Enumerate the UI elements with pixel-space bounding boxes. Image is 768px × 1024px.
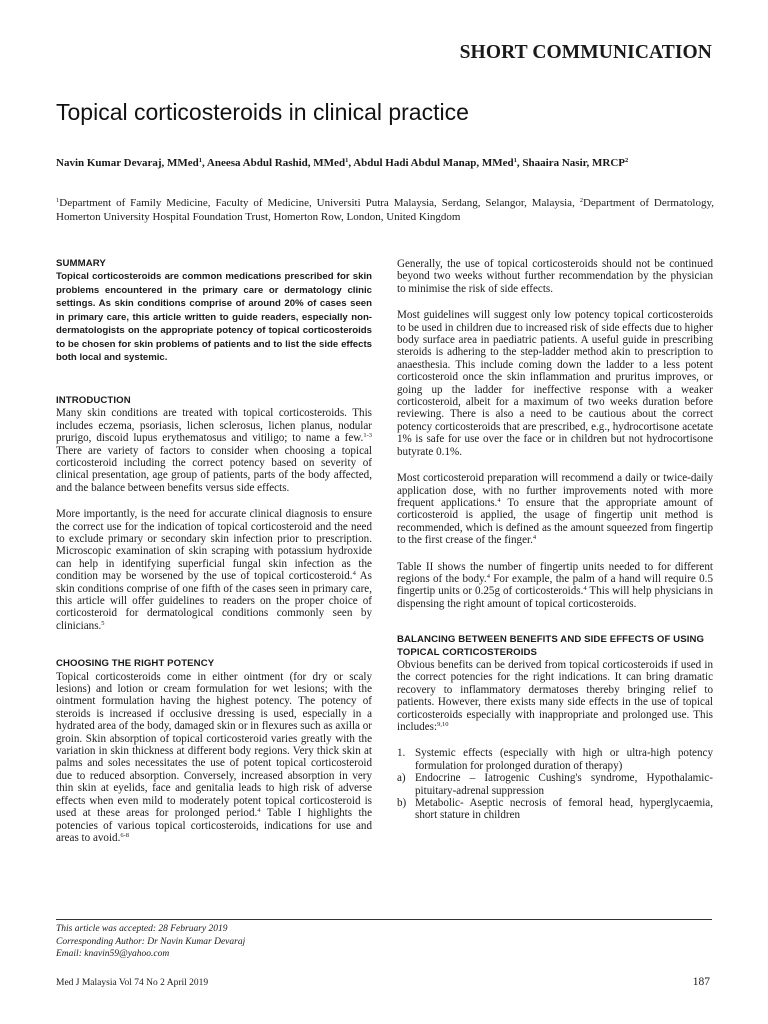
body-text: Most corticosteroid preparation will recommend a daily or twice-daily application dose, with no further improvements noted with more frequent applications. <box>397 472 713 509</box>
affiliation-marker: 1 <box>198 157 203 164</box>
body-text: Topical corticosteroids come in either ointment (for dry or scaly lesions) and lotion or cream formulation for wet lesions; with the ointment formulation having the highest potency. The potency of steroids is increased if occlusive dressing is used, especially in a hydrated area of the body, damaged skin or in flexures such as axilla or groin. Skin absorption of topical corticosteroid varies greatly with the variation in skin thickness at different body regions. Very thick skin at palms and soles necessitates the use of potent topical corticosteroid due to reduced absorption. Conversely, increased absorption in very thin skin at eyelids, face and genitalia leads to high risk of adverse effects when even mild to moderately potent topical corticosteroid is used at these areas for prolonged period. <box>56 670 372 820</box>
body-text: More importantly, is the need for accurate clinical diagnosis to ensure the correct use for the indication of topical corticosteroid and the need to exclude primary or secondary skin infection prior to prescription. Microscopic examination of skin scraping with potassium hydroxide can help in identifying superficial fungal skin infection as the condition may be worsened by the use of topical corticosteroid. <box>56 508 372 583</box>
author-email: Email: knavin59@yahoo.com <box>56 949 170 959</box>
list-marker: b) <box>397 797 407 810</box>
body-text: There are variety of factors to consider when choosing a topical corticosteroid including the correct potency based on severity of clinical presentation, age group of patients, parts of the body affected, and the balance between benefits versus side effects. <box>56 444 372 494</box>
balancing-paragraph <box>397 659 713 733</box>
body-paragraph: Most guidelines will suggest only low potency topical corticosteroids to be used in children due to increased risk of side effects due to higher body surface area in paediatric patients. A useful guide in prescribing steroids is adhering to the step-ladder method akin to prescription to anaesthesia. This include coming down the ladder to a less potent corticosteroid once the skin inflammation and pruritus improves, or going up the ladder for ineffective response with a weaker corticosteroid, albeit for a maximum of two weeks duration before reviewing. There is also a need to be cautious about the correct potency corticosteroids that are prescribed, e.g., hydrocortisone acetate 1% is safe for use over the face or in children but not hydrocortisone butyrate 0.1%. <box>397 309 713 458</box>
author-name: Navin Kumar Devaraj, MMed <box>56 157 199 169</box>
reference-marker: 4 <box>583 585 587 593</box>
body-text: Many skin conditions are treated with topical corticosteroids. This includes eczema, psoriasis, lichen sclerosus, lichen planus, nodular prurigo, discoid lupus erythematosus and vitiligo; to name a few. <box>56 407 372 445</box>
footnotes <box>56 923 245 961</box>
introduction-paragraph <box>56 407 372 494</box>
affiliation-marker: 1 <box>345 157 349 164</box>
list-item <box>397 772 713 797</box>
list-item <box>397 747 713 772</box>
reference-marker: 4 <box>257 807 261 815</box>
balancing-heading: BALANCING BETWEEN BENEFITS AND SIDE EFFECTS OF USING TOPICAL CORTICOSTEROIDS <box>397 634 705 658</box>
affiliation-text: Department of Dermatology, Homerton University Hospital Foundation Trust, Homerton Row, London, United Kingdom <box>56 197 714 223</box>
reference-marker: 4 <box>532 534 537 542</box>
introduction-heading: INTRODUCTION <box>56 394 131 406</box>
corresponding-author: Corresponding Author: Dr Navin Kumar Devaraj <box>56 936 246 947</box>
left-column <box>56 258 372 844</box>
summary-heading: SUMMARY <box>56 258 106 269</box>
introduction-paragraph <box>56 508 372 632</box>
reference-marker: 4 <box>486 572 490 580</box>
potency-heading: CHOOSING THE RIGHT POTENCY <box>56 658 215 670</box>
list-marker: 1. <box>397 747 406 760</box>
summary-text: Topical corticosteroids are common medications prescribed for skin problems encountered in the primary care or dermatology clinic settings. As skin conditions comprise of around 20% of cases seen in primary care, this article written to guide readers, especially non-dermatologists on the appropriate potency of topical corticosteroids to be chosen for skin problems of patients and to list the side effects both local and systemic. <box>56 271 372 364</box>
affiliations <box>56 196 714 224</box>
body-paragraph <box>397 561 713 611</box>
side-effects-list <box>397 747 713 821</box>
affiliation-text: Department of Family Medicine, Faculty of Medicine, Universiti Putra Malaysia, Serdang, Selangor, Malaysia, <box>59 197 580 209</box>
list-item-text: Metabolic- Aseptic necrosis of femoral head, hyperglycaemia, short stature in children <box>415 797 713 822</box>
right-column <box>397 258 713 822</box>
section-label: SHORT COMMUNICATION <box>459 42 712 63</box>
reference-marker: 6-8 <box>120 831 130 839</box>
page-number: 187 <box>692 976 710 988</box>
body-text: For example, the palm of a hand will require 0.5 fingertip units or 0.25g of corticosteroids. <box>397 572 714 598</box>
list-item-text: Endocrine – Iatrogenic Cushing's syndrome, Hypothalamic-pituitary-adrenal suppression <box>415 772 713 797</box>
list-marker: a) <box>397 772 406 785</box>
reference-marker: 1-3 <box>363 432 372 440</box>
body-paragraph: Generally, the use of topical corticosteroids should not be continued beyond two weeks without further recommendation by the physician to minimise the risk of side effects. <box>397 258 713 295</box>
article-title: Topical corticosteroids in clinical practice <box>56 99 469 125</box>
author-name: , Abdul Hadi Abdul Manap, MMed <box>348 157 514 169</box>
body-text: This will help physicians in dispensing the right amount of topical corticosteroids. <box>397 585 713 610</box>
author-list <box>56 156 714 171</box>
body-text: Table I highlights the potencies of various topical corticosteroids, indications for use and areas to avoid. <box>56 807 373 844</box>
affiliation-marker: 1 <box>513 157 517 164</box>
footnote-divider <box>56 919 712 920</box>
body-text: To ensure that the appropriate amount of corticosteroid is applied, the usage of fingertip unit method is recommended, which is defined as the amount squeezed from fingertip to the first crease of the finger. <box>397 496 713 547</box>
accepted-date: This article was accepted: 28 February 2019 <box>56 924 228 934</box>
journal-citation: Med J Malaysia Vol 74 No 2 April 2019 <box>56 978 209 988</box>
author-name: , Aneesa Abdul Rashid, MMed <box>202 157 346 169</box>
list-item-text: Systemic effects (especially with high or ultra-high potency formulation for prolonged duration of therapy) <box>415 747 713 772</box>
reference-marker: 4 <box>352 570 356 578</box>
reference-marker: 5 <box>101 619 105 627</box>
body-paragraph <box>397 472 713 546</box>
body-text: Obvious benefits can be derived from topical corticosteroids if used in the correct potencies for the right indications. It can bring dramatic recovery to inflammatory dermatoses thereby bringing relief to patients. However, there exists many side effects in the use of topical corticosteroids especially with inappropriate and prolonged use. This includes: <box>397 658 713 733</box>
affiliation-marker: 1 <box>56 197 60 204</box>
reference-marker: 4 <box>497 496 501 504</box>
potency-paragraph <box>56 671 372 845</box>
author-name: , Shaaira Nasir, MRCP <box>516 157 625 169</box>
body-text: As skin conditions comprise of one fifth of the cases seen in primary care, this article will offer guidelines to readers on the proper choice of corticosteroid for dermatological conditions commonly seen by clinicians. <box>56 570 372 632</box>
affiliation-marker: 2 <box>579 197 583 204</box>
affiliation-marker: 2 <box>625 157 629 164</box>
reference-marker: 9,10 <box>437 721 449 728</box>
list-item <box>397 797 713 822</box>
body-text: Table II shows the number of fingertip units needed to for different regions of the body. <box>397 560 713 585</box>
